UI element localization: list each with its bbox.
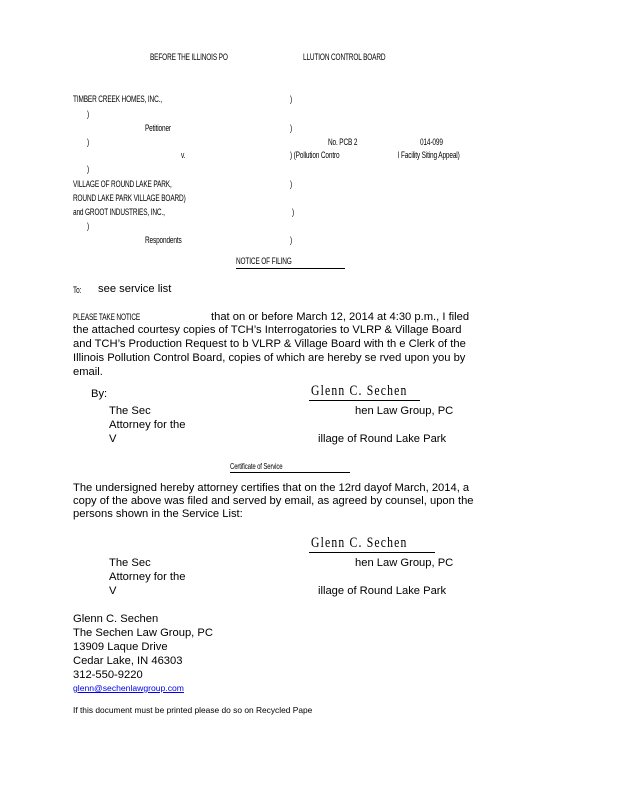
certificate-title-underline — [230, 472, 350, 473]
caption-paren: ) — [87, 221, 90, 231]
caption-paren: ) — [290, 94, 293, 104]
village-end: illage of Round Lake Park — [318, 433, 447, 445]
caption-respondent-2: ROUND LAKE PARK VILLAGE BOARD) — [73, 193, 186, 203]
to-label: To: — [73, 285, 82, 295]
firm-name-end: hen Law Group, PC — [355, 405, 454, 417]
firm-name-start: The Sec — [109, 405, 151, 417]
caption-paren: ) — [87, 109, 90, 119]
notice-line: Illinois Pollution Control Board, copies of which are hereby se rved upon you by — [73, 352, 466, 364]
contact-email-link[interactable]: glenn@sechenlawgroup.com — [73, 683, 184, 693]
caption-respondents-label: Respondents — [145, 235, 182, 245]
certificate-line: The undersigned hereby attorney certifies that on the 12rd dayof March, 2014, a — [73, 482, 470, 494]
caption-paren: ) — [87, 137, 90, 147]
notice-title: NOTICE OF FILING — [236, 256, 292, 266]
caption-petitioner-name: TIMBER CREEK HOMES, INC., — [73, 94, 162, 104]
caption-versus: v. — [181, 150, 186, 160]
caption-paren: ) — [290, 179, 293, 189]
pollution-control-label: ) (Pollution Contro — [290, 150, 340, 160]
caption-paren: ) — [290, 123, 293, 133]
caption-paren: ) — [87, 164, 90, 174]
notice-line: and TCH’s Production Request to b VLRP & Village Board with th e Clerk of the — [73, 338, 466, 350]
notice-line: the attached courtesy copies of TCH’s Interrogatories to VLRP & Village Board — [73, 324, 462, 336]
caption-paren: ) — [292, 207, 295, 217]
recycle-footer: If this document must be printed please do so on Recycled Pape — [73, 705, 313, 715]
firm-name-end: hen Law Group, PC — [355, 557, 454, 569]
attorney-for-label: Attorney for the — [109, 419, 186, 431]
village-end: illage of Round Lake Park — [318, 585, 447, 597]
case-number-suffix: 014-099 — [420, 137, 443, 147]
signature-line — [309, 552, 435, 553]
notice-line: that on or before March 12, 2014 at 4:30 p.m., I filed — [211, 311, 470, 323]
contact-phone: 312-550-9220 — [73, 669, 143, 681]
signature-name: Glenn C. Sechen — [311, 383, 408, 399]
contact-city: Cedar Lake, IN 46303 — [73, 655, 183, 667]
heading-left: BEFORE THE ILLINOIS PO — [150, 52, 228, 62]
village-start: V — [109, 433, 117, 445]
contact-firm: The Sechen Law Group, PC — [73, 627, 213, 639]
contact-name: Glenn C. Sechen — [73, 613, 159, 625]
to-value: see service list — [98, 283, 172, 295]
certificate-line: persons shown in the Service List: — [73, 508, 243, 520]
caption-respondent-3: and GROOT INDUSTRIES, INC., — [73, 207, 165, 217]
notice-title-underline — [236, 268, 345, 269]
contact-street: 13909 Laque Drive — [73, 641, 168, 653]
heading-right: LLUTION CONTROL BOARD — [303, 52, 386, 62]
village-start: V — [109, 585, 117, 597]
attorney-for-label: Attorney for the — [109, 571, 186, 583]
caption-paren: ) — [290, 235, 293, 245]
signature-line — [309, 400, 420, 401]
certificate-title: Certificate of Service — [230, 461, 283, 471]
notice-line: email. — [73, 366, 103, 378]
notice-lead: PLEASE TAKE NOTICE — [73, 312, 141, 322]
caption-respondent-1: VILLAGE OF ROUND LAKE PARK, — [73, 179, 172, 189]
facility-siting-label: l Facility Siting Appeal) — [398, 150, 460, 160]
certificate-line: copy of the above was filed and served by email, as agreed by counsel, upon the — [73, 495, 474, 507]
case-number: No. PCB 2 — [328, 137, 358, 147]
caption-petitioner-label: Petitioner — [145, 123, 171, 133]
by-label: By: — [91, 388, 108, 400]
signature-name: Glenn C. Sechen — [311, 535, 408, 551]
firm-name-start: The Sec — [109, 557, 151, 569]
